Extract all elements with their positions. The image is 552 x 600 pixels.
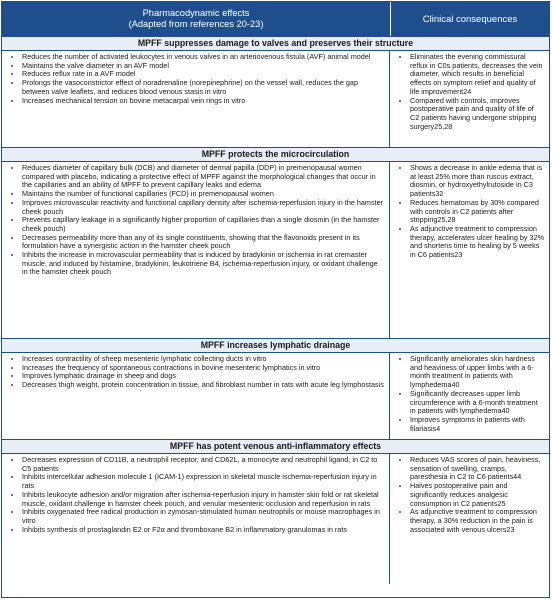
list-item: • Inhibits synthesis of prostaglandin E2 or F2α and thromboxane B2 in inflammatory granulomas in rats xyxy=(22,526,385,535)
clinical-list xyxy=(390,51,549,133)
section-microcirculation xyxy=(2,147,549,338)
pharmacodynamic-list xyxy=(2,51,389,107)
list-item: • Increases contractility of sheep mesenteric lymphatic collecting ducts in vitro xyxy=(22,355,385,364)
list-item: • Reduces the number of activated leukocytes in venous valves in an arteriovenous fistula (AVF) animal model xyxy=(22,53,385,62)
section-title: MPFF suppresses damage to valves and preserves their structure xyxy=(2,37,549,51)
section-right-column xyxy=(390,353,549,439)
section-title: MPFF has potent venous anti-inflammatory effects xyxy=(2,440,549,454)
list-item: • Prevents capillary leakage in a significantly higher proportion of capillaries than a single diosmin (in the hamster cheek pouch) xyxy=(22,216,385,233)
list-item: • Halves postoperative pain and significantly reduces analgesic consumption in C2 patients25 xyxy=(410,482,545,508)
list-item: • Inhibits the increase in microvascular permeability that is induced by bradykinin or ischemia in rat cremaster muscle, and induced by histamine, bradykinin, leukotriene B4, ischemia-reperfusion injury, or oxidant challenge in the hamster cheek pouch xyxy=(22,251,385,277)
section-right-column xyxy=(390,51,549,147)
clinical-list xyxy=(390,454,549,536)
section-title: MPFF protects the microcirculation xyxy=(2,148,549,162)
list-item: • Eliminates the evening commissural reflux in C0s patients, decreases the vein diameter, which results in beneficial effects on symptom relief and quality of life improvement24 xyxy=(410,53,545,97)
list-item: • Inhibits leukocyte adhesion and/or migration after ischemia-reperfusion injury in hamster skin fold or rat skeletal muscle, oxidant challenge in hamster cheek pouch, and venular mesenteric occlusion and reperfusion in rats xyxy=(22,491,385,508)
list-item: • Maintains the number of functional capillaries (FCD) in premenopausal women xyxy=(22,190,385,199)
list-item: • Inhibits intercellular adhesion molecule 1 (ICAM-1) expression in skeletal muscle ischemia-reperfusion injury in rats xyxy=(22,473,385,490)
section-left-column xyxy=(2,51,390,147)
clinical-list xyxy=(390,353,549,435)
section-right-column xyxy=(390,454,549,584)
section-left-column xyxy=(2,353,390,439)
section-row xyxy=(2,51,549,147)
pharmacodynamic-list xyxy=(2,162,389,279)
header-col1-title: Pharmacodynamic effects xyxy=(142,8,250,18)
list-item: • Reduces diameter of capillary bulk (DCB) and diameter of dermal papilla (DDP) in premenopausal women compared with placebo, indicating a protective effect of MPFF against the morphological changes that occur in the capillaries and an ability of MPFF to prevent capillary leaks and edema xyxy=(22,164,385,190)
section-row xyxy=(2,454,549,584)
list-item: • Increases the frequency of spontaneous contractions in bovine mesenteric lymphatics in vitro xyxy=(22,364,385,373)
section-lymphatic xyxy=(2,338,549,439)
header-col1-subtitle: (Adapted from references 20-23) xyxy=(128,19,264,29)
list-item: • As adjunctive treatment to compression therapy, accelerates ulcer healing by 32% and shortens time to healing by 5 weeks in C6 patients23 xyxy=(410,225,545,260)
section-left-column xyxy=(2,162,390,338)
section-valves xyxy=(2,36,549,147)
section-title: MPFF increases lymphatic drainage xyxy=(2,339,549,353)
list-item: • Maintains the valve diameter in an AVF model xyxy=(22,62,385,71)
section-right-column xyxy=(390,162,549,338)
list-item: • Significantly decreases upper limb circumference with a 6-month treatment in patients with lymphedema40 xyxy=(410,390,545,416)
list-item: • Compared with controls, improves postoperative pain and quality of life of C2 patients having undergone stripping surgery25,28 xyxy=(410,97,545,132)
header-pharmacodynamic-effects xyxy=(2,2,391,36)
list-item: • Decreases permeability more than any of its single constituents, showing that the flavonoids present in its formulation have a synergistic action in the hamster cheek pouch xyxy=(22,234,385,251)
list-item: • Decreases expression of CD11B, a neutrophil receptor, and CD62L, a monocyte and neutrophil ligand, in C2 to C5 patients xyxy=(22,456,385,473)
section-row xyxy=(2,162,549,338)
list-item: • Inhibits oxygenated free radical production in zymosan-stimulated human neutrophils or mouse macrophages in vitro xyxy=(22,508,385,525)
list-item: • Reduces hematomas by 30% compared with controls in C2 patients after stripping25,28 xyxy=(410,199,545,225)
section-row xyxy=(2,353,549,439)
pharmacodynamic-list xyxy=(2,454,389,536)
list-item: • Decreases thigh weight, protein concentration in tissue, and fibroblast number in rats with acute leg lymphostasis xyxy=(22,381,385,390)
list-item: • Prolongs the vasoconstrictor effect of noradrenaline (norepinephrine) on the vessel wall, reduces the gap between valve leaflets, and reduces blood venous stasis in vitro xyxy=(22,79,385,96)
section-left-column xyxy=(2,454,390,584)
pharmacodynamics-table xyxy=(1,1,550,598)
pharmacodynamic-list xyxy=(2,353,389,392)
list-item: • Reduces reflux rate in a AVF model xyxy=(22,70,385,79)
list-item: • Reduces VAS scores of pain, heaviness, sensation of swelling, cramps, paresthesia in C2 to C6 patients44 xyxy=(410,456,545,482)
list-item: • Improves symptoms in patients with filariasis4 xyxy=(410,416,545,433)
list-item: • Improves lymphatic drainage in sheep and dogs xyxy=(22,372,385,381)
list-item: • Significantly ameliorates skin hardness and heaviness of upper limbs with a 6-month treatment in patients with lymphedema40 xyxy=(410,355,545,390)
table-header xyxy=(2,2,549,36)
list-item: • As adjunctive treatment to compression therapy, a 30% reduction in the pain is associated with venous ulcers23 xyxy=(410,508,545,534)
list-item: • Increases mechanical tension on bovine metacarpal vein rings in vitro xyxy=(22,97,385,106)
clinical-list xyxy=(390,162,549,262)
section-anti-inflammatory xyxy=(2,439,549,584)
header-clinical-consequences: Clinical consequences xyxy=(422,13,518,25)
list-item: • Shows a decrease in ankle edema that is at least 25% more than ruscus extract, diosmin, or hydroxyethylrutoside in C3 patients32 xyxy=(410,164,545,199)
list-item: • Improves microvascular reactivity and functional capillary density after ischemia-reperfusion injury in the hamster cheek pouch xyxy=(22,199,385,216)
